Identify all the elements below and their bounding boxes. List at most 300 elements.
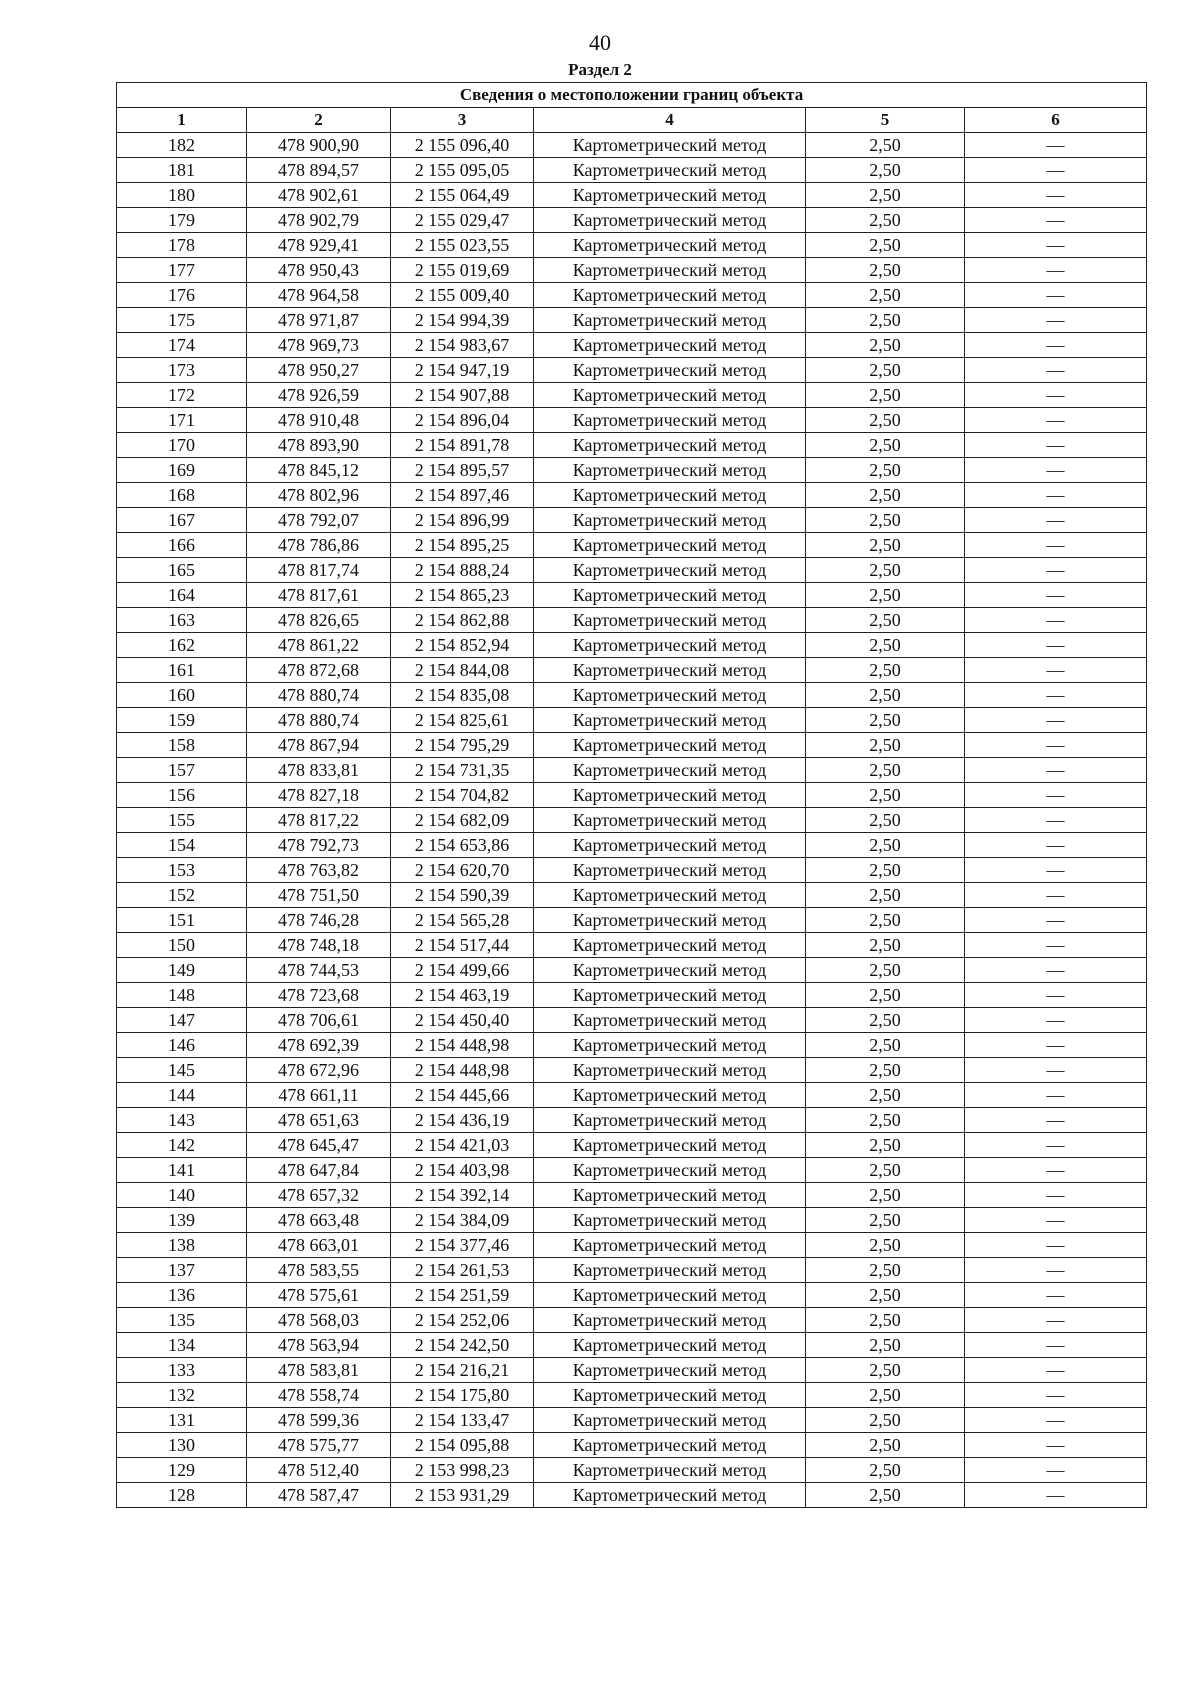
method-cell: Картометрический метод (534, 983, 806, 1008)
x-coordinate-cell: 478 792,73 (247, 833, 391, 858)
y-coordinate-cell: 2 154 852,94 (391, 633, 534, 658)
point-number-cell: 140 (117, 1183, 247, 1208)
column-header: 5 (806, 108, 965, 133)
x-coordinate-cell: 478 950,27 (247, 358, 391, 383)
x-coordinate-cell: 478 563,94 (247, 1333, 391, 1358)
method-cell: Картометрический метод (534, 683, 806, 708)
point-number-cell: 163 (117, 608, 247, 633)
description-cell: — (965, 1033, 1147, 1058)
accuracy-cell: 2,50 (806, 1208, 965, 1233)
point-number-cell: 170 (117, 433, 247, 458)
method-cell: Картометрический метод (534, 558, 806, 583)
table-row (117, 1333, 1147, 1358)
method-cell: Картометрический метод (534, 1208, 806, 1233)
method-cell: Картометрический метод (534, 383, 806, 408)
description-cell: — (965, 458, 1147, 483)
method-cell: Картометрический метод (534, 1408, 806, 1433)
table-row (117, 308, 1147, 333)
point-number-cell: 150 (117, 933, 247, 958)
y-coordinate-cell: 2 154 907,88 (391, 383, 534, 408)
y-coordinate-cell: 2 154 844,08 (391, 658, 534, 683)
x-coordinate-cell: 478 964,58 (247, 283, 391, 308)
table-row (117, 733, 1147, 758)
x-coordinate-cell: 478 861,22 (247, 633, 391, 658)
table-row (117, 483, 1147, 508)
method-cell: Картометрический метод (534, 308, 806, 333)
description-cell: — (965, 1233, 1147, 1258)
method-cell: Картометрический метод (534, 1383, 806, 1408)
description-cell: — (965, 908, 1147, 933)
y-coordinate-cell: 2 154 653,86 (391, 833, 534, 858)
y-coordinate-cell: 2 155 096,40 (391, 133, 534, 158)
accuracy-cell: 2,50 (806, 558, 965, 583)
x-coordinate-cell: 478 902,79 (247, 208, 391, 233)
x-coordinate-cell: 478 817,61 (247, 583, 391, 608)
accuracy-cell: 2,50 (806, 258, 965, 283)
table-row (117, 608, 1147, 633)
method-cell: Картометрический метод (534, 283, 806, 308)
point-number-cell: 129 (117, 1458, 247, 1483)
method-cell: Картометрический метод (534, 783, 806, 808)
table-row (117, 1433, 1147, 1458)
x-coordinate-cell: 478 568,03 (247, 1308, 391, 1333)
description-cell: — (965, 183, 1147, 208)
y-coordinate-cell: 2 154 891,78 (391, 433, 534, 458)
accuracy-cell: 2,50 (806, 508, 965, 533)
table-row (117, 1133, 1147, 1158)
description-cell: — (965, 633, 1147, 658)
x-coordinate-cell: 478 950,43 (247, 258, 391, 283)
accuracy-cell: 2,50 (806, 608, 965, 633)
description-cell: — (965, 383, 1147, 408)
accuracy-cell: 2,50 (806, 783, 965, 808)
x-coordinate-cell: 478 926,59 (247, 383, 391, 408)
description-cell: — (965, 1108, 1147, 1133)
y-coordinate-cell: 2 154 895,25 (391, 533, 534, 558)
y-coordinate-cell: 2 154 704,82 (391, 783, 534, 808)
description-cell: — (965, 1308, 1147, 1333)
table-row (117, 433, 1147, 458)
point-number-cell: 131 (117, 1408, 247, 1433)
description-cell: — (965, 1083, 1147, 1108)
description-cell: — (965, 1158, 1147, 1183)
table-row (117, 933, 1147, 958)
point-number-cell: 138 (117, 1233, 247, 1258)
method-cell: Картометрический метод (534, 258, 806, 283)
method-cell: Картометрический метод (534, 1233, 806, 1258)
method-cell: Картометрический метод (534, 1258, 806, 1283)
accuracy-cell: 2,50 (806, 183, 965, 208)
x-coordinate-cell: 478 817,22 (247, 808, 391, 833)
table-row (117, 333, 1147, 358)
x-coordinate-cell: 478 910,48 (247, 408, 391, 433)
method-cell: Картометрический метод (534, 1108, 806, 1133)
accuracy-cell: 2,50 (806, 1383, 965, 1408)
x-coordinate-cell: 478 706,61 (247, 1008, 391, 1033)
point-number-cell: 162 (117, 633, 247, 658)
point-number-cell: 155 (117, 808, 247, 833)
y-coordinate-cell: 2 154 463,19 (391, 983, 534, 1008)
table-row (117, 858, 1147, 883)
method-cell: Картометрический метод (534, 1158, 806, 1183)
x-coordinate-cell: 478 583,55 (247, 1258, 391, 1283)
point-number-cell: 171 (117, 408, 247, 433)
y-coordinate-cell: 2 154 896,04 (391, 408, 534, 433)
description-cell: — (965, 1408, 1147, 1433)
point-number-cell: 132 (117, 1383, 247, 1408)
accuracy-cell: 2,50 (806, 1358, 965, 1383)
x-coordinate-cell: 478 692,39 (247, 1033, 391, 1058)
y-coordinate-cell: 2 154 517,44 (391, 933, 534, 958)
method-cell: Картометрический метод (534, 1333, 806, 1358)
method-cell: Картометрический метод (534, 933, 806, 958)
table-row (117, 1108, 1147, 1133)
x-coordinate-cell: 478 748,18 (247, 933, 391, 958)
description-cell: — (965, 1383, 1147, 1408)
description-cell: — (965, 808, 1147, 833)
x-coordinate-cell: 478 512,40 (247, 1458, 391, 1483)
point-number-cell: 178 (117, 233, 247, 258)
method-cell: Картометрический метод (534, 1183, 806, 1208)
accuracy-cell: 2,50 (806, 208, 965, 233)
y-coordinate-cell: 2 154 862,88 (391, 608, 534, 633)
method-cell: Картометрический метод (534, 458, 806, 483)
description-cell: — (965, 208, 1147, 233)
description-cell: — (965, 233, 1147, 258)
description-cell: — (965, 958, 1147, 983)
point-number-cell: 182 (117, 133, 247, 158)
y-coordinate-cell: 2 155 019,69 (391, 258, 534, 283)
y-coordinate-cell: 2 154 835,08 (391, 683, 534, 708)
method-cell: Картометрический метод (534, 1033, 806, 1058)
accuracy-cell: 2,50 (806, 1483, 965, 1508)
method-cell: Картометрический метод (534, 708, 806, 733)
accuracy-cell: 2,50 (806, 833, 965, 858)
y-coordinate-cell: 2 154 392,14 (391, 1183, 534, 1208)
accuracy-cell: 2,50 (806, 433, 965, 458)
y-coordinate-cell: 2 154 682,09 (391, 808, 534, 833)
y-coordinate-cell: 2 154 897,46 (391, 483, 534, 508)
x-coordinate-cell: 478 751,50 (247, 883, 391, 908)
description-cell: — (965, 433, 1147, 458)
x-coordinate-cell: 478 826,65 (247, 608, 391, 633)
point-number-cell: 164 (117, 583, 247, 608)
point-number-cell: 145 (117, 1058, 247, 1083)
accuracy-cell: 2,50 (806, 483, 965, 508)
method-cell: Картометрический метод (534, 808, 806, 833)
x-coordinate-cell: 478 645,47 (247, 1133, 391, 1158)
description-cell: — (965, 283, 1147, 308)
method-cell: Картометрический метод (534, 408, 806, 433)
method-cell: Картометрический метод (534, 433, 806, 458)
description-cell: — (965, 1133, 1147, 1158)
point-number-cell: 168 (117, 483, 247, 508)
x-coordinate-cell: 478 661,11 (247, 1083, 391, 1108)
accuracy-cell: 2,50 (806, 808, 965, 833)
y-coordinate-cell: 2 153 998,23 (391, 1458, 534, 1483)
point-number-cell: 175 (117, 308, 247, 333)
method-cell: Картометрический метод (534, 133, 806, 158)
description-cell: — (965, 983, 1147, 1008)
point-number-cell: 152 (117, 883, 247, 908)
point-number-cell: 174 (117, 333, 247, 358)
description-cell: — (965, 608, 1147, 633)
description-cell: — (965, 658, 1147, 683)
accuracy-cell: 2,50 (806, 708, 965, 733)
point-number-cell: 133 (117, 1358, 247, 1383)
accuracy-cell: 2,50 (806, 1333, 965, 1358)
accuracy-cell: 2,50 (806, 1008, 965, 1033)
y-coordinate-cell: 2 154 888,24 (391, 558, 534, 583)
point-number-cell: 151 (117, 908, 247, 933)
table-row (117, 1208, 1147, 1233)
method-cell: Картометрический метод (534, 1483, 806, 1508)
point-number-cell: 128 (117, 1483, 247, 1508)
y-coordinate-cell: 2 154 620,70 (391, 858, 534, 883)
y-coordinate-cell: 2 154 261,53 (391, 1258, 534, 1283)
method-cell: Картометрический метод (534, 1358, 806, 1383)
point-number-cell: 139 (117, 1208, 247, 1233)
method-cell: Картометрический метод (534, 758, 806, 783)
y-coordinate-cell: 2 154 565,28 (391, 908, 534, 933)
column-header: 4 (534, 108, 806, 133)
table-row (117, 1008, 1147, 1033)
table-row (117, 958, 1147, 983)
table-row (117, 1408, 1147, 1433)
accuracy-cell: 2,50 (806, 908, 965, 933)
accuracy-cell: 2,50 (806, 983, 965, 1008)
y-coordinate-cell: 2 154 896,99 (391, 508, 534, 533)
table-row (117, 1258, 1147, 1283)
accuracy-cell: 2,50 (806, 1033, 965, 1058)
accuracy-cell: 2,50 (806, 733, 965, 758)
x-coordinate-cell: 478 672,96 (247, 1058, 391, 1083)
table-row (117, 1483, 1147, 1508)
column-header: 3 (391, 108, 534, 133)
table-row (117, 1033, 1147, 1058)
description-cell: — (965, 258, 1147, 283)
accuracy-cell: 2,50 (806, 458, 965, 483)
y-coordinate-cell: 2 154 242,50 (391, 1333, 534, 1358)
point-number-cell: 134 (117, 1333, 247, 1358)
point-number-cell: 159 (117, 708, 247, 733)
table-header-row (117, 108, 1147, 133)
x-coordinate-cell: 478 723,68 (247, 983, 391, 1008)
point-number-cell: 144 (117, 1083, 247, 1108)
table-row (117, 508, 1147, 533)
table-row (117, 208, 1147, 233)
description-cell: — (965, 333, 1147, 358)
table-row (117, 1383, 1147, 1408)
table-row (117, 883, 1147, 908)
accuracy-cell: 2,50 (806, 1058, 965, 1083)
x-coordinate-cell: 478 817,74 (247, 558, 391, 583)
table-row (117, 283, 1147, 308)
point-number-cell: 167 (117, 508, 247, 533)
y-coordinate-cell: 2 154 499,66 (391, 958, 534, 983)
x-coordinate-cell: 478 558,74 (247, 1383, 391, 1408)
point-number-cell: 180 (117, 183, 247, 208)
table-row (117, 1058, 1147, 1083)
table-row (117, 1158, 1147, 1183)
method-cell: Картометрический метод (534, 658, 806, 683)
y-coordinate-cell: 2 154 825,61 (391, 708, 534, 733)
table-row (117, 233, 1147, 258)
x-coordinate-cell: 478 867,94 (247, 733, 391, 758)
column-header: 6 (965, 108, 1147, 133)
table-row (117, 558, 1147, 583)
table-row (117, 783, 1147, 808)
y-coordinate-cell: 2 155 064,49 (391, 183, 534, 208)
point-number-cell: 142 (117, 1133, 247, 1158)
method-cell: Картометрический метод (534, 633, 806, 658)
column-header: 1 (117, 108, 247, 133)
table-row (117, 808, 1147, 833)
y-coordinate-cell: 2 154 436,19 (391, 1108, 534, 1133)
table-row (117, 983, 1147, 1008)
description-cell: — (965, 1433, 1147, 1458)
x-coordinate-cell: 478 902,61 (247, 183, 391, 208)
table-row (117, 258, 1147, 283)
x-coordinate-cell: 478 792,07 (247, 508, 391, 533)
x-coordinate-cell: 478 786,86 (247, 533, 391, 558)
table-row (117, 583, 1147, 608)
description-cell: — (965, 533, 1147, 558)
description-cell: — (965, 883, 1147, 908)
accuracy-cell: 2,50 (806, 1308, 965, 1333)
y-coordinate-cell: 2 155 029,47 (391, 208, 534, 233)
y-coordinate-cell: 2 154 384,09 (391, 1208, 534, 1233)
y-coordinate-cell: 2 154 983,67 (391, 333, 534, 358)
y-coordinate-cell: 2 154 251,59 (391, 1283, 534, 1308)
y-coordinate-cell: 2 154 590,39 (391, 883, 534, 908)
method-cell: Картометрический метод (534, 233, 806, 258)
point-number-cell: 146 (117, 1033, 247, 1058)
accuracy-cell: 2,50 (806, 533, 965, 558)
y-coordinate-cell: 2 154 865,23 (391, 583, 534, 608)
accuracy-cell: 2,50 (806, 683, 965, 708)
method-cell: Картометрический метод (534, 208, 806, 233)
accuracy-cell: 2,50 (806, 1108, 965, 1133)
x-coordinate-cell: 478 900,90 (247, 133, 391, 158)
description-cell: — (965, 508, 1147, 533)
accuracy-cell: 2,50 (806, 633, 965, 658)
accuracy-cell: 2,50 (806, 658, 965, 683)
x-coordinate-cell: 478 845,12 (247, 458, 391, 483)
x-coordinate-cell: 478 587,47 (247, 1483, 391, 1508)
accuracy-cell: 2,50 (806, 1133, 965, 1158)
point-number-cell: 135 (117, 1308, 247, 1333)
accuracy-cell: 2,50 (806, 1433, 965, 1458)
description-cell: — (965, 1333, 1147, 1358)
point-number-cell: 179 (117, 208, 247, 233)
point-number-cell: 143 (117, 1108, 247, 1133)
accuracy-cell: 2,50 (806, 1158, 965, 1183)
table-row (117, 1358, 1147, 1383)
y-coordinate-cell: 2 154 895,57 (391, 458, 534, 483)
table-row (117, 133, 1147, 158)
point-number-cell: 173 (117, 358, 247, 383)
table-row (117, 758, 1147, 783)
point-number-cell: 137 (117, 1258, 247, 1283)
point-number-cell: 136 (117, 1283, 247, 1308)
accuracy-cell: 2,50 (806, 583, 965, 608)
table-row (117, 1233, 1147, 1258)
table-row (117, 358, 1147, 383)
point-number-cell: 157 (117, 758, 247, 783)
table-row (117, 1083, 1147, 1108)
accuracy-cell: 2,50 (806, 233, 965, 258)
point-number-cell: 153 (117, 858, 247, 883)
y-coordinate-cell: 2 154 216,21 (391, 1358, 534, 1383)
y-coordinate-cell: 2 154 448,98 (391, 1033, 534, 1058)
table-row (117, 633, 1147, 658)
accuracy-cell: 2,50 (806, 883, 965, 908)
accuracy-cell: 2,50 (806, 1283, 965, 1308)
point-number-cell: 148 (117, 983, 247, 1008)
point-number-cell: 130 (117, 1433, 247, 1458)
point-number-cell: 147 (117, 1008, 247, 1033)
method-cell: Картометрический метод (534, 1083, 806, 1108)
x-coordinate-cell: 478 657,32 (247, 1183, 391, 1208)
point-number-cell: 181 (117, 158, 247, 183)
method-cell: Картометрический метод (534, 583, 806, 608)
x-coordinate-cell: 478 575,77 (247, 1433, 391, 1458)
method-cell: Картометрический метод (534, 333, 806, 358)
method-cell: Картометрический метод (534, 1008, 806, 1033)
accuracy-cell: 2,50 (806, 383, 965, 408)
point-number-cell: 177 (117, 258, 247, 283)
method-cell: Картометрический метод (534, 733, 806, 758)
y-coordinate-cell: 2 154 947,19 (391, 358, 534, 383)
method-cell: Картометрический метод (534, 358, 806, 383)
table-row (117, 708, 1147, 733)
description-cell: — (965, 1008, 1147, 1033)
y-coordinate-cell: 2 154 095,88 (391, 1433, 534, 1458)
method-cell: Картометрический метод (534, 183, 806, 208)
description-cell: — (965, 408, 1147, 433)
accuracy-cell: 2,50 (806, 308, 965, 333)
description-cell: — (965, 683, 1147, 708)
table-row (117, 1458, 1147, 1483)
x-coordinate-cell: 478 880,74 (247, 708, 391, 733)
x-coordinate-cell: 478 827,18 (247, 783, 391, 808)
table-row (117, 533, 1147, 558)
description-cell: — (965, 858, 1147, 883)
accuracy-cell: 2,50 (806, 358, 965, 383)
x-coordinate-cell: 478 880,74 (247, 683, 391, 708)
description-cell: — (965, 358, 1147, 383)
description-cell: — (965, 783, 1147, 808)
x-coordinate-cell: 478 969,73 (247, 333, 391, 358)
method-cell: Картометрический метод (534, 1133, 806, 1158)
point-number-cell: 176 (117, 283, 247, 308)
y-coordinate-cell: 2 154 448,98 (391, 1058, 534, 1083)
y-coordinate-cell: 2 154 731,35 (391, 758, 534, 783)
x-coordinate-cell: 478 647,84 (247, 1158, 391, 1183)
x-coordinate-cell: 478 802,96 (247, 483, 391, 508)
description-cell: — (965, 483, 1147, 508)
method-cell: Картометрический метод (534, 1458, 806, 1483)
accuracy-cell: 2,50 (806, 1183, 965, 1208)
y-coordinate-cell: 2 155 095,05 (391, 158, 534, 183)
description-cell: — (965, 1208, 1147, 1233)
x-coordinate-cell: 478 894,57 (247, 158, 391, 183)
method-cell: Картометрический метод (534, 483, 806, 508)
point-number-cell: 158 (117, 733, 247, 758)
y-coordinate-cell: 2 154 994,39 (391, 308, 534, 333)
table-row (117, 408, 1147, 433)
